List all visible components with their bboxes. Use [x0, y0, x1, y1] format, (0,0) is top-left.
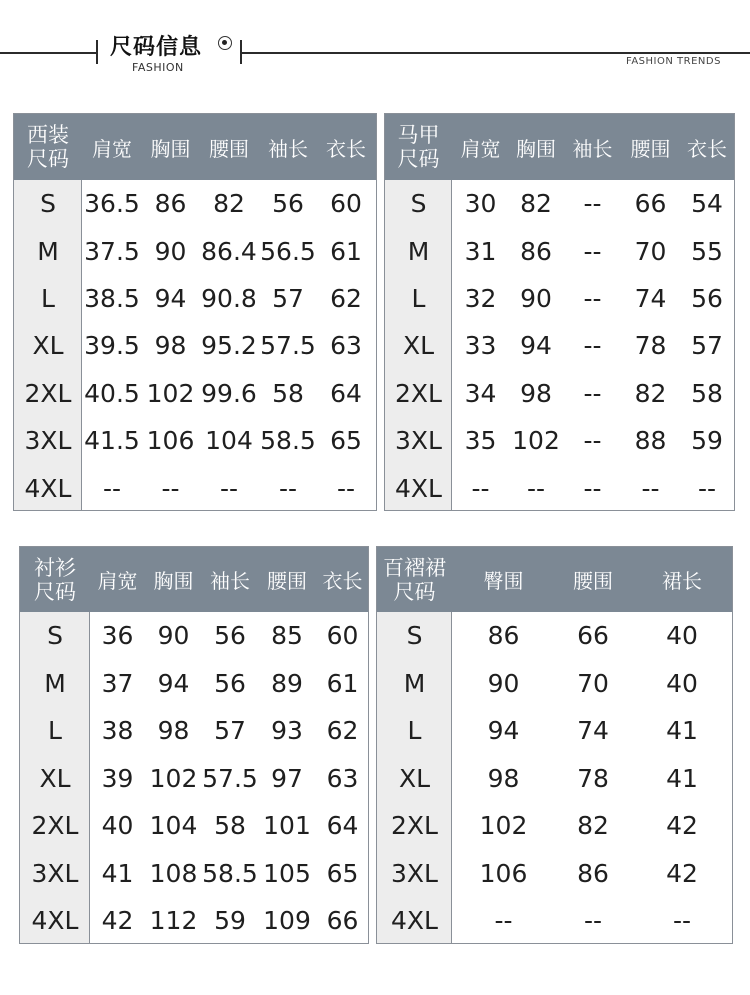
table-cell: 61	[326, 668, 359, 698]
column-header: 袖长	[268, 136, 308, 161]
size-label: 2XL	[31, 811, 79, 841]
table-cell: 102	[512, 426, 560, 456]
table-cell: 41	[666, 716, 698, 746]
table-cell: 39	[101, 763, 134, 793]
table-cell: 74	[634, 283, 667, 313]
table-cell: 86	[487, 621, 520, 651]
table-cell: 78	[634, 331, 667, 361]
size-label: L	[48, 716, 62, 746]
column-header: 胸围	[153, 569, 194, 593]
table-cell: 64	[326, 811, 359, 841]
table-cell: 62	[326, 716, 359, 746]
size-label: S	[40, 189, 56, 219]
table-cell: 98	[520, 378, 552, 408]
table-cell: 31	[464, 236, 497, 266]
size-label: XL	[398, 763, 431, 793]
table-cell: 82	[634, 378, 667, 408]
table-cell: 90	[520, 283, 552, 313]
table-cell: 90.8	[201, 283, 257, 313]
table-cell: 40.5	[84, 378, 140, 408]
column-header: 衣长	[322, 569, 363, 593]
table-cell: 36.5	[84, 189, 140, 219]
size-table-suit	[13, 113, 377, 511]
size-label: 4XL	[395, 473, 442, 503]
table-cell: --	[583, 331, 602, 361]
table-cell: 65	[326, 858, 359, 888]
page-subtitle: FASHION	[132, 61, 184, 74]
size-label: L	[41, 283, 55, 313]
table-cell: 106	[146, 426, 195, 456]
table-cell: --	[526, 473, 546, 503]
table-cell: --	[672, 906, 692, 936]
table-cell: 42	[666, 858, 698, 888]
size-label: 2XL	[395, 378, 442, 408]
size-label: 4XL	[24, 473, 72, 503]
size-label: 3XL	[24, 426, 72, 456]
table-cell: 98	[487, 763, 520, 793]
table-cell: 82	[213, 189, 245, 219]
table-cell: 56	[272, 189, 304, 219]
table-cell: --	[583, 473, 602, 503]
table-cell: 90	[154, 236, 187, 266]
corner-line: 百褶裙	[383, 555, 446, 580]
size-label: M	[44, 668, 66, 698]
size-label: L	[407, 716, 422, 746]
table-cell: 102	[479, 811, 528, 841]
table-cell: 78	[577, 763, 609, 793]
table-cell: 56.5	[260, 236, 316, 266]
table-cell: 56	[214, 668, 246, 698]
corner-line: 尺码	[397, 147, 440, 171]
table-cell: 82	[520, 189, 552, 219]
table-cell: 65	[330, 426, 362, 456]
table-cell: --	[494, 906, 513, 936]
table-cell: --	[102, 473, 122, 503]
table-cell: 57	[272, 283, 304, 313]
column-header: 袖长	[572, 136, 613, 161]
corner-line: 衬衫	[34, 555, 76, 580]
table-cell: 62	[330, 283, 362, 313]
header-tick-left	[96, 40, 98, 64]
table-cell: 36	[101, 621, 134, 651]
table-cell: --	[161, 473, 180, 503]
size-table-shirt	[19, 546, 369, 944]
table-cell: 102	[149, 763, 198, 793]
column-header: 肩宽	[92, 136, 132, 161]
column-header: 肩宽	[460, 136, 501, 161]
column-header: 臀围	[483, 569, 524, 593]
table-cell: 98	[154, 331, 187, 361]
size-table-vest	[384, 113, 735, 511]
table-cell: 58	[691, 378, 723, 408]
table-cell: --	[583, 378, 602, 408]
table-cell: --	[219, 473, 239, 503]
table-cell: 99.6	[201, 378, 257, 408]
column-header: 腰围	[209, 136, 249, 161]
size-label: S	[410, 189, 427, 219]
size-table-skirt	[376, 546, 733, 944]
table-cell: 60	[326, 621, 359, 651]
table-cell: 35	[464, 426, 497, 456]
table-cell: 58	[272, 378, 304, 408]
table-corner-label	[20, 547, 90, 612]
table-cell: 97	[271, 763, 303, 793]
table-cell: 64	[330, 378, 362, 408]
table-cell: --	[278, 473, 298, 503]
table-cell: 63	[326, 763, 359, 793]
table-cell: 90	[157, 621, 190, 651]
table-cell: 54	[691, 189, 723, 219]
size-label: S	[47, 621, 63, 651]
table-cell: --	[583, 236, 602, 266]
table-cell: 58.5	[260, 426, 316, 456]
table-cell: 56	[214, 621, 246, 651]
table-cell: 41.5	[84, 426, 140, 456]
table-cell: 37.5	[84, 236, 140, 266]
table-cell: 63	[330, 331, 362, 361]
circle-dot-icon	[218, 36, 232, 50]
fashion-trends-label: FASHION TRENDS	[626, 56, 721, 67]
table-cell: 89	[271, 668, 303, 698]
table-cell: 40	[666, 621, 698, 651]
table-cell: 42	[101, 906, 134, 936]
size-label: XL	[402, 331, 435, 361]
table-cell: 55	[691, 236, 723, 266]
size-label: S	[406, 621, 423, 651]
table-cell: 32	[464, 283, 497, 313]
table-cell: 41	[101, 858, 134, 888]
table-cell: 94	[520, 331, 552, 361]
table-cell: 94	[154, 283, 187, 313]
size-label: XL	[32, 331, 64, 361]
table-cell: 105	[263, 858, 311, 888]
header-line-left	[0, 52, 96, 54]
size-label: M	[407, 236, 430, 266]
column-header: 衣长	[687, 136, 727, 161]
size-label: 3XL	[31, 858, 79, 888]
table-corner-label	[14, 114, 82, 180]
table-corner-label	[377, 547, 452, 612]
table-cell: 60	[330, 189, 362, 219]
table-cell: 108	[149, 858, 198, 888]
corner-line: 马甲	[397, 123, 440, 147]
column-header: 衣长	[326, 136, 366, 161]
table-cell: 61	[330, 236, 362, 266]
column-header: 裙长	[662, 569, 702, 593]
table-cell: 57.5	[260, 331, 316, 361]
table-cell: 42	[666, 811, 698, 841]
table-corner-label	[385, 114, 452, 180]
table-cell: 106	[479, 858, 528, 888]
corner-line: 尺码	[27, 147, 69, 171]
table-cell: 70	[634, 236, 667, 266]
table-cell: --	[336, 473, 356, 503]
table-cell: 40	[666, 668, 698, 698]
table-cell: 90	[487, 668, 520, 698]
table-cell: 38.5	[84, 283, 140, 313]
table-cell: 56	[691, 283, 723, 313]
column-header: 胸围	[516, 136, 556, 161]
size-label: 3XL	[391, 858, 438, 888]
table-cell: 98	[157, 716, 190, 746]
table-cell: 93	[271, 716, 303, 746]
table-cell: 109	[263, 906, 311, 936]
table-cell: 95.2	[201, 331, 257, 361]
size-label: M	[403, 668, 426, 698]
table-cell: 30	[464, 189, 497, 219]
table-cell: 57	[214, 716, 246, 746]
column-header: 肩宽	[97, 569, 138, 593]
table-cell: 86	[154, 189, 187, 219]
table-cell: 38	[101, 716, 134, 746]
column-header: 腰围	[267, 569, 307, 593]
table-cell: 59	[214, 906, 246, 936]
size-label: 3XL	[395, 426, 442, 456]
table-cell: 86.4	[201, 236, 257, 266]
table-cell: 40	[101, 811, 134, 841]
table-cell: --	[583, 906, 603, 936]
page-title: 尺码信息	[110, 35, 203, 60]
column-header: 袖长	[210, 569, 250, 593]
table-cell: 58	[214, 811, 246, 841]
table-cell: 66	[634, 189, 667, 219]
table-cell: 37	[101, 668, 134, 698]
table-cell: 58.5	[202, 858, 258, 888]
table-cell: --	[641, 473, 660, 503]
corner-line: 尺码	[393, 579, 436, 604]
table-cell: 66	[577, 621, 609, 651]
table-cell: 94	[157, 668, 190, 698]
size-label: XL	[39, 763, 71, 793]
table-cell: 41	[666, 763, 698, 793]
size-label: M	[37, 236, 59, 266]
column-header: 腰围	[573, 569, 613, 593]
table-cell: 86	[520, 236, 552, 266]
table-cell: 33	[464, 331, 497, 361]
table-cell: 101	[263, 811, 311, 841]
table-cell: 74	[577, 716, 609, 746]
table-cell: 88	[634, 426, 667, 456]
table-cell: 57.5	[202, 763, 258, 793]
size-label: 2XL	[391, 811, 438, 841]
table-cell: 57	[691, 331, 723, 361]
table-cell: 82	[577, 811, 609, 841]
header-line-right	[240, 52, 750, 54]
table-cell: 70	[577, 668, 609, 698]
table-cell: --	[583, 189, 602, 219]
size-label: 4XL	[31, 906, 79, 936]
table-cell: 85	[271, 621, 303, 651]
size-label: 4XL	[391, 906, 438, 936]
table-cell: 104	[205, 426, 253, 456]
column-header: 胸围	[150, 136, 191, 161]
table-cell: 104	[149, 811, 198, 841]
table-cell: --	[583, 283, 602, 313]
table-cell: --	[583, 426, 602, 456]
table-cell: 94	[487, 716, 520, 746]
table-cell: 39.5	[84, 331, 140, 361]
table-cell: 102	[146, 378, 195, 408]
column-header: 腰围	[630, 136, 671, 161]
size-label: L	[411, 283, 426, 313]
table-cell: 34	[464, 378, 497, 408]
table-cell: 59	[691, 426, 723, 456]
table-cell: 86	[577, 858, 609, 888]
corner-line: 西装	[27, 123, 69, 147]
table-cell: 66	[326, 906, 359, 936]
corner-line: 尺码	[34, 579, 76, 604]
table-cell: --	[697, 473, 717, 503]
table-cell: 112	[149, 906, 198, 936]
size-label: 2XL	[24, 378, 72, 408]
table-cell: --	[471, 473, 490, 503]
